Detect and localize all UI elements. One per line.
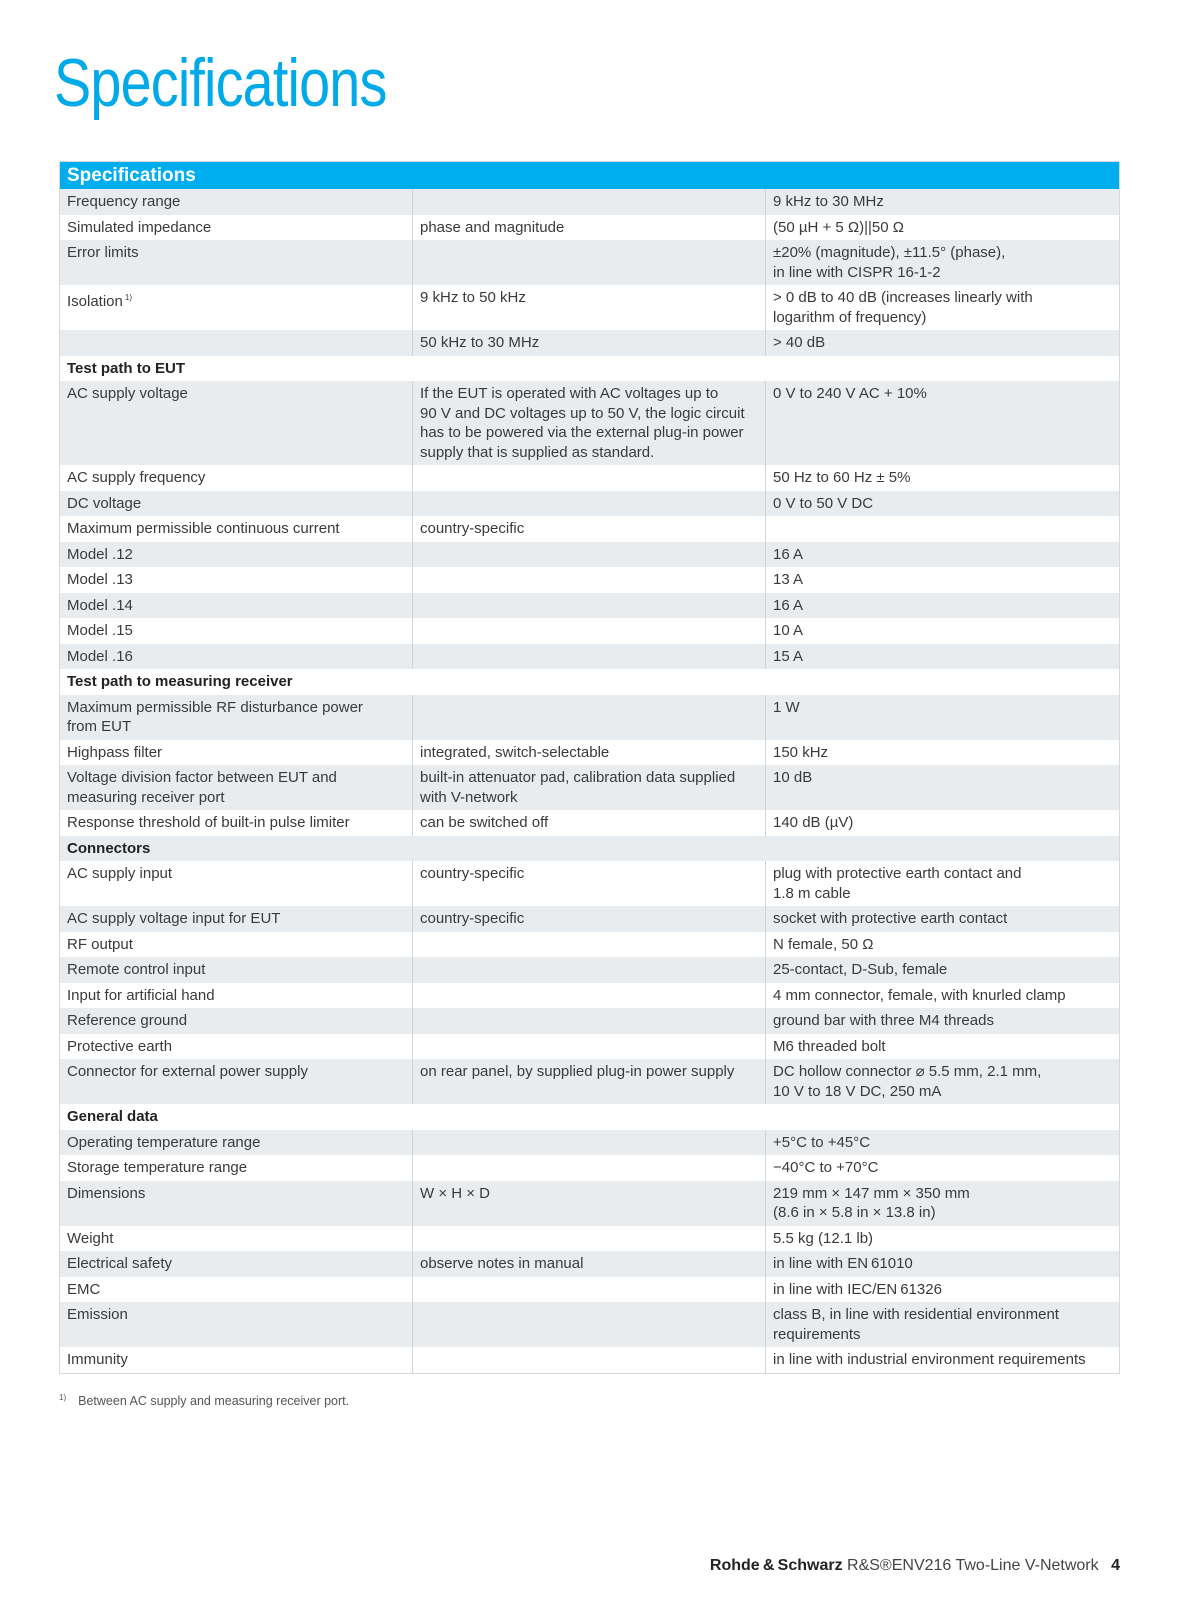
parameter-cell bbox=[60, 1155, 413, 1181]
parameter-cell bbox=[60, 567, 413, 593]
value-cell bbox=[766, 516, 1120, 542]
table-row bbox=[60, 765, 1120, 810]
table-row bbox=[60, 957, 1120, 983]
value-cell bbox=[766, 1181, 1120, 1226]
value-text: M6 threaded bolt bbox=[773, 1037, 886, 1055]
section-title: Connectors bbox=[60, 836, 1120, 862]
parameter-cell bbox=[60, 983, 413, 1009]
value-text: 13 A bbox=[773, 571, 804, 588]
table-row bbox=[60, 516, 1120, 542]
condition-cell bbox=[413, 567, 766, 593]
parameter-cell bbox=[60, 491, 413, 517]
condition-cell bbox=[413, 1251, 766, 1277]
value-text: DC hollow connector ⌀ 5.5 mm, 2.1 mm, 10 V to 18 V DC, 250 mA bbox=[773, 1063, 1042, 1100]
parameter-cell bbox=[60, 240, 413, 285]
value-text: 15 A bbox=[773, 647, 804, 665]
section-header-row bbox=[60, 669, 1120, 695]
value-cell bbox=[766, 695, 1120, 740]
table-row bbox=[60, 1034, 1120, 1060]
condition-text: can be switched off bbox=[420, 814, 549, 831]
parameter-text: Connector for external power supply bbox=[67, 1063, 308, 1080]
table-row bbox=[60, 240, 1120, 285]
parameter-cell bbox=[60, 593, 413, 619]
condition-cell bbox=[413, 542, 766, 568]
parameter-text: Model .16 bbox=[67, 647, 133, 665]
condition-cell bbox=[413, 1226, 766, 1252]
value-text: class B, in line with residential environment requirements bbox=[773, 1306, 1059, 1343]
parameter-cell bbox=[60, 1226, 413, 1252]
value-text: 1 W bbox=[773, 698, 800, 716]
parameter-cell bbox=[60, 810, 413, 836]
value-cell bbox=[766, 1155, 1120, 1181]
value-text: 4 mm connector, female, with knurled clamp bbox=[773, 986, 1066, 1004]
value-text: N female, 50 Ω bbox=[773, 935, 874, 953]
value-cell bbox=[766, 810, 1120, 836]
condition-cell bbox=[413, 189, 766, 215]
value-cell bbox=[766, 1251, 1120, 1277]
parameter-cell bbox=[60, 1347, 413, 1373]
parameter-cell bbox=[60, 957, 413, 983]
table-row bbox=[60, 1181, 1120, 1226]
specifications-table bbox=[59, 161, 1120, 1374]
value-text: in line with EN 61010 bbox=[773, 1255, 913, 1272]
condition-text: country-specific bbox=[420, 910, 525, 927]
parameter-text: Model .12 bbox=[67, 545, 133, 563]
value-text: 10 dB bbox=[773, 769, 813, 786]
condition-cell bbox=[413, 1059, 766, 1104]
condition-cell bbox=[413, 1155, 766, 1181]
condition-cell bbox=[413, 465, 766, 491]
value-text: 10 A bbox=[773, 622, 804, 639]
table-row bbox=[60, 644, 1120, 670]
condition-text: phase and magnitude bbox=[420, 218, 565, 236]
parameter-text: AC supply frequency bbox=[67, 469, 206, 486]
condition-cell bbox=[413, 330, 766, 356]
value-cell bbox=[766, 285, 1120, 330]
value-cell bbox=[766, 1034, 1120, 1060]
parameter-text: Input for artificial hand bbox=[67, 986, 215, 1004]
parameter-text: Weight bbox=[67, 1229, 114, 1247]
value-cell bbox=[766, 542, 1120, 568]
parameter-cell bbox=[60, 1302, 413, 1347]
table-row bbox=[60, 740, 1120, 766]
section-title: Test path to EUT bbox=[60, 356, 1120, 382]
section-title: Test path to measuring receiver bbox=[60, 669, 1120, 695]
parameter-cell bbox=[60, 1059, 413, 1104]
condition-text: W × H × D bbox=[420, 1184, 491, 1202]
condition-cell bbox=[413, 381, 766, 465]
parameter-text: Reference ground bbox=[67, 1012, 188, 1029]
condition-cell bbox=[413, 1302, 766, 1347]
value-text: 16 A bbox=[773, 596, 804, 614]
value-text: socket with protective earth contact bbox=[773, 910, 1008, 927]
condition-cell bbox=[413, 906, 766, 932]
parameter-text: Voltage division factor between EUT and measuring receiver port bbox=[67, 769, 337, 806]
value-cell bbox=[766, 567, 1120, 593]
value-cell bbox=[766, 906, 1120, 932]
parameter-cell bbox=[60, 1034, 413, 1060]
parameter-cell bbox=[60, 1277, 413, 1303]
section-header-row bbox=[60, 356, 1120, 382]
condition-cell bbox=[413, 240, 766, 285]
table-row bbox=[60, 1347, 1120, 1373]
condition-cell bbox=[413, 1347, 766, 1373]
value-cell bbox=[766, 1059, 1120, 1104]
footnote bbox=[59, 1393, 349, 1408]
parameter-text: Maximum permissible RF disturbance power from EUT bbox=[67, 698, 363, 735]
value-cell bbox=[766, 861, 1120, 906]
condition-cell bbox=[413, 1130, 766, 1156]
condition-cell bbox=[413, 215, 766, 241]
condition-text: built-in attenuator pad, calibration data supplied with V-network bbox=[420, 769, 736, 806]
condition-cell bbox=[413, 1181, 766, 1226]
value-text: in line with IEC/EN 61326 bbox=[773, 1280, 942, 1298]
table-row bbox=[60, 1130, 1120, 1156]
condition-cell bbox=[413, 644, 766, 670]
table-row bbox=[60, 983, 1120, 1009]
parameter-cell bbox=[60, 906, 413, 932]
parameter-cell bbox=[60, 330, 413, 356]
condition-cell bbox=[413, 740, 766, 766]
table-row bbox=[60, 695, 1120, 740]
value-text: 0 V to 50 V DC bbox=[773, 494, 874, 512]
value-text: plug with protective earth contact and 1.8 m cable bbox=[773, 865, 1022, 902]
parameter-cell bbox=[60, 1251, 413, 1277]
value-cell bbox=[766, 1226, 1120, 1252]
parameter-text: Storage temperature range bbox=[67, 1159, 248, 1176]
value-cell bbox=[766, 491, 1120, 517]
parameter-text: Model .14 bbox=[67, 596, 133, 614]
table-row bbox=[60, 465, 1120, 491]
parameter-text: Simulated impedance bbox=[67, 218, 212, 236]
condition-cell bbox=[413, 765, 766, 810]
table-header-row bbox=[60, 162, 1120, 190]
parameter-cell bbox=[60, 1008, 413, 1034]
condition-text: observe notes in manual bbox=[420, 1255, 584, 1272]
value-text: 219 mm × 147 mm × 350 mm (8.6 in × 5.8 in × 13.8 in) bbox=[773, 1184, 970, 1221]
table-row bbox=[60, 1251, 1120, 1277]
parameter-cell bbox=[60, 644, 413, 670]
condition-cell bbox=[413, 957, 766, 983]
parameter-cell bbox=[60, 765, 413, 810]
condition-text: 50 kHz to 30 MHz bbox=[420, 334, 540, 351]
table-row bbox=[60, 381, 1120, 465]
value-text: (50 µH + 5 Ω)||50 Ω bbox=[773, 218, 904, 236]
condition-cell bbox=[413, 810, 766, 836]
brand-name: Rohde & Schwarz bbox=[709, 1557, 843, 1574]
parameter-text: AC supply voltage bbox=[67, 385, 188, 402]
parameter-text: EMC bbox=[67, 1280, 101, 1298]
value-text: 150 kHz bbox=[773, 743, 829, 761]
condition-cell bbox=[413, 695, 766, 740]
parameter-cell bbox=[60, 932, 413, 958]
value-text: ±20% (magnitude), ±11.5° (phase), in line with CISPR 16-1-2 bbox=[773, 244, 1006, 281]
parameter-text: AC supply input bbox=[67, 865, 173, 882]
page-number: 4 bbox=[1111, 1557, 1120, 1574]
parameter-cell bbox=[60, 542, 413, 568]
condition-cell bbox=[413, 516, 766, 542]
section-title: General data bbox=[60, 1104, 1120, 1130]
table-row bbox=[60, 189, 1120, 215]
product-name: R&S®ENV216 Two-Line V-Network bbox=[847, 1557, 1099, 1574]
condition-text: integrated, switch-selectable bbox=[420, 743, 610, 761]
table-row bbox=[60, 542, 1120, 568]
table-row bbox=[60, 1059, 1120, 1104]
table-row bbox=[60, 593, 1120, 619]
value-cell bbox=[766, 1008, 1120, 1034]
table-row bbox=[60, 932, 1120, 958]
value-cell bbox=[766, 215, 1120, 241]
table-row bbox=[60, 861, 1120, 906]
page-title: Specifications bbox=[54, 45, 387, 121]
value-text: > 40 dB bbox=[773, 334, 826, 351]
condition-text: If the EUT is operated with AC voltages up to 90 V and DC voltages up to 50 V, the logic circuit has to be powered via the external plug-in power supply that is supplied as standard. bbox=[420, 385, 745, 461]
table-row bbox=[60, 906, 1120, 932]
value-text: 9 kHz to 30 MHz bbox=[773, 193, 884, 210]
value-cell bbox=[766, 330, 1120, 356]
condition-cell bbox=[413, 618, 766, 644]
value-cell bbox=[766, 644, 1120, 670]
parameter-cell bbox=[60, 189, 413, 215]
table-body bbox=[60, 189, 1120, 1373]
parameter-text: Maximum permissible continuous current bbox=[67, 520, 340, 537]
value-cell bbox=[766, 1347, 1120, 1373]
parameter-text: Highpass filter bbox=[67, 743, 163, 761]
value-cell bbox=[766, 381, 1120, 465]
value-text: 16 A bbox=[773, 545, 804, 563]
table-row bbox=[60, 1277, 1120, 1303]
condition-cell bbox=[413, 285, 766, 330]
value-cell bbox=[766, 1277, 1120, 1303]
table-row bbox=[60, 567, 1120, 593]
parameter-text: DC voltage bbox=[67, 494, 142, 512]
parameter-text: Remote control input bbox=[67, 961, 206, 978]
condition-cell bbox=[413, 983, 766, 1009]
parameter-text: Model .15 bbox=[67, 622, 133, 639]
parameter-text: Dimensions bbox=[67, 1184, 146, 1202]
value-cell bbox=[766, 593, 1120, 619]
value-cell bbox=[766, 983, 1120, 1009]
value-text: 25-contact, D-Sub, female bbox=[773, 961, 948, 978]
parameter-text: Frequency range bbox=[67, 193, 181, 210]
footnote-mark: 1) bbox=[59, 1393, 67, 1402]
parameter-text: Model .13 bbox=[67, 571, 133, 588]
parameter-text: Emission bbox=[67, 1306, 128, 1323]
parameter-text: Error limits bbox=[67, 244, 139, 261]
table-row bbox=[60, 810, 1120, 836]
value-cell bbox=[766, 240, 1120, 285]
parameter-cell bbox=[60, 285, 413, 330]
value-text: 50 Hz to 60 Hz ± 5% bbox=[773, 469, 911, 486]
condition-text: country-specific bbox=[420, 865, 525, 882]
value-text: 140 dB (µV) bbox=[773, 814, 854, 831]
table-row bbox=[60, 1155, 1120, 1181]
value-cell bbox=[766, 1302, 1120, 1347]
parameter-cell bbox=[60, 740, 413, 766]
table-header: Specifications bbox=[60, 162, 1120, 190]
parameter-text: Response threshold of built-in pulse limiter bbox=[67, 814, 350, 831]
condition-text: country-specific bbox=[420, 520, 525, 537]
section-header-row bbox=[60, 1104, 1120, 1130]
parameter-cell bbox=[60, 618, 413, 644]
table-row bbox=[60, 330, 1120, 356]
table-row bbox=[60, 215, 1120, 241]
parameter-text: RF output bbox=[67, 935, 133, 953]
value-text: +5°C to +45°C bbox=[773, 1133, 871, 1151]
condition-cell bbox=[413, 1034, 766, 1060]
table-row bbox=[60, 285, 1120, 330]
parameter-text: Isolation bbox=[67, 293, 123, 310]
condition-cell bbox=[413, 1277, 766, 1303]
section-header-row bbox=[60, 836, 1120, 862]
condition-cell bbox=[413, 593, 766, 619]
value-cell bbox=[766, 765, 1120, 810]
parameter-text: Operating temperature range bbox=[67, 1133, 261, 1151]
value-text: in line with industrial environment requirements bbox=[773, 1351, 1086, 1368]
condition-cell bbox=[413, 932, 766, 958]
parameter-text: AC supply voltage input for EUT bbox=[67, 910, 281, 927]
value-cell bbox=[766, 618, 1120, 644]
parameter-cell bbox=[60, 695, 413, 740]
table-row bbox=[60, 1302, 1120, 1347]
parameter-cell bbox=[60, 465, 413, 491]
value-cell bbox=[766, 1130, 1120, 1156]
table-row bbox=[60, 1226, 1120, 1252]
parameter-cell bbox=[60, 215, 413, 241]
parameter-text: Immunity bbox=[67, 1351, 128, 1368]
parameter-cell bbox=[60, 1181, 413, 1226]
page-footer bbox=[710, 1557, 1120, 1575]
parameter-text: Protective earth bbox=[67, 1037, 173, 1055]
table-row bbox=[60, 618, 1120, 644]
value-cell bbox=[766, 957, 1120, 983]
parameter-cell bbox=[60, 1130, 413, 1156]
condition-cell bbox=[413, 861, 766, 906]
table-row bbox=[60, 1008, 1120, 1034]
footnote-reference: 1) bbox=[124, 293, 132, 302]
value-cell bbox=[766, 740, 1120, 766]
value-cell bbox=[766, 932, 1120, 958]
parameter-cell bbox=[60, 861, 413, 906]
value-text: ground bar with three M4 threads bbox=[773, 1012, 994, 1029]
footnote-text: Between AC supply and measuring receiver port. bbox=[78, 1394, 350, 1409]
value-text: 0 V to 240 V AC + 10% bbox=[773, 385, 927, 402]
condition-cell bbox=[413, 491, 766, 517]
value-text: > 0 dB to 40 dB (increases linearly with logarithm of frequency) bbox=[773, 289, 1033, 326]
value-cell bbox=[766, 189, 1120, 215]
table-row bbox=[60, 491, 1120, 517]
parameter-cell bbox=[60, 381, 413, 465]
value-text: 5.5 kg (12.1 lb) bbox=[773, 1229, 874, 1247]
condition-text: 9 kHz to 50 kHz bbox=[420, 289, 526, 306]
condition-cell bbox=[413, 1008, 766, 1034]
parameter-text: Electrical safety bbox=[67, 1255, 173, 1272]
value-text: −40°C to +70°C bbox=[773, 1159, 879, 1176]
parameter-cell bbox=[60, 516, 413, 542]
value-cell bbox=[766, 465, 1120, 491]
condition-text: on rear panel, by supplied plug-in power supply bbox=[420, 1063, 735, 1080]
